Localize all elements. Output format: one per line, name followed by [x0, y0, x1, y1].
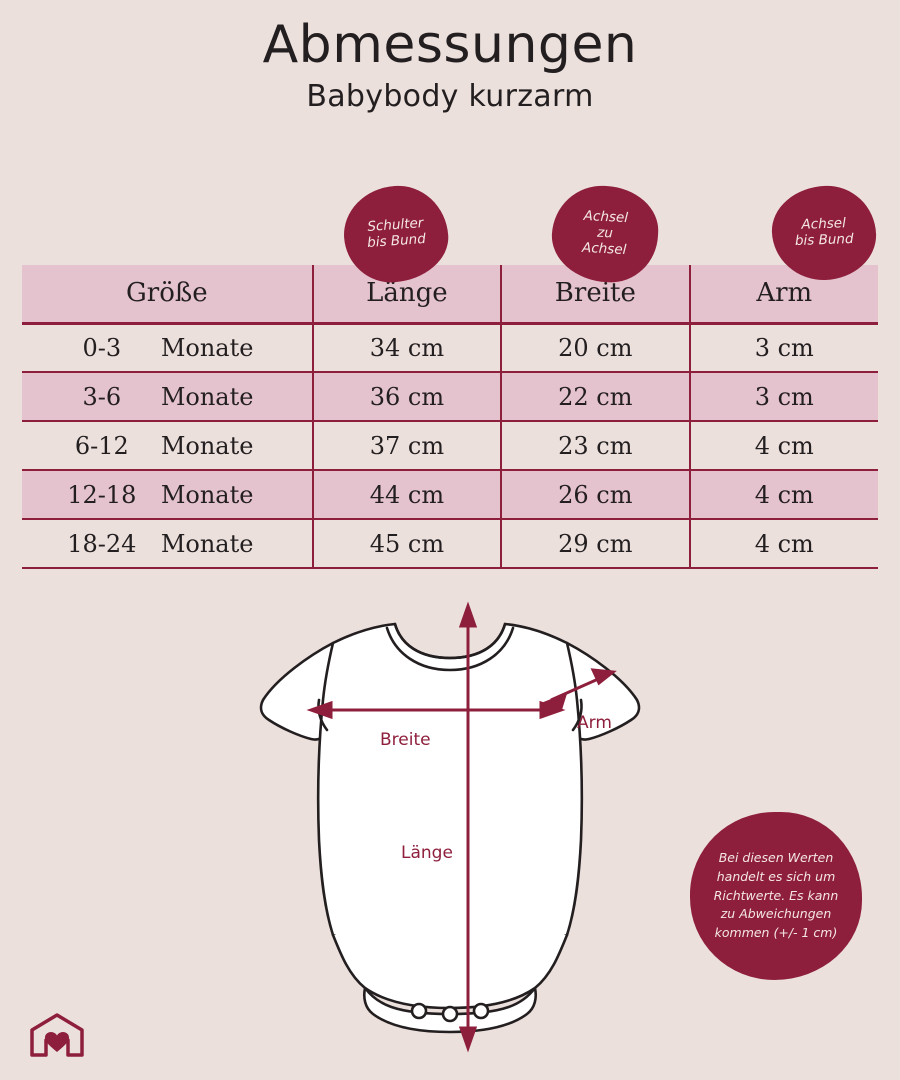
table-body — [22, 323, 878, 568]
size-unit: Monate — [160, 382, 254, 411]
cell-breite: 23 cm — [501, 421, 689, 470]
callout-line-2: bis Bund — [366, 230, 427, 252]
column-header-breite: Breite — [501, 265, 689, 323]
callout-line-1: Achsel — [583, 207, 629, 227]
table-header-row — [22, 265, 878, 323]
cell-laenge: 44 cm — [313, 470, 501, 519]
table-row — [22, 323, 878, 372]
callout-line-2: bis Bund — [794, 230, 854, 250]
cell-arm: 4 cm — [690, 519, 878, 568]
column-header-laenge: Länge — [313, 265, 501, 323]
cell-laenge: 45 cm — [313, 519, 501, 568]
cell-laenge: 34 cm — [313, 323, 501, 372]
size-range: 6-12 — [74, 431, 129, 460]
cell-size — [22, 323, 313, 372]
page-subtitle: Babybody kurzarm — [306, 78, 594, 114]
table-row — [22, 421, 878, 470]
size-range: 0-3 — [82, 333, 122, 362]
cell-arm: 3 cm — [690, 323, 878, 372]
cell-breite: 22 cm — [501, 372, 689, 421]
disclaimer-text: Bei diesen Werten handelt es sich um Richtwerte. Es kann zu Abweichungen kommen (+/- 1 cm) — [713, 850, 839, 941]
label-breite: Breite — [380, 730, 431, 750]
table-head — [22, 265, 878, 323]
cell-size — [22, 372, 313, 421]
cell-laenge: 36 cm — [313, 372, 501, 421]
label-arm: Arm — [577, 713, 612, 733]
cell-size — [22, 470, 313, 519]
column-header-arm: Arm — [690, 265, 878, 323]
cell-size — [22, 421, 313, 470]
callout-line-1: Schulter — [366, 215, 424, 236]
cell-arm: 4 cm — [690, 470, 878, 519]
page-header — [0, 0, 900, 114]
page-title: Abmessungen — [262, 15, 638, 75]
cell-arm: 3 cm — [690, 372, 878, 421]
cell-laenge: 37 cm — [313, 421, 501, 470]
cell-breite: 26 cm — [501, 470, 689, 519]
cell-breite: 20 cm — [501, 323, 689, 372]
brand-logo-icon — [28, 1012, 86, 1058]
label-laenge: Länge — [401, 843, 453, 863]
cell-arm: 4 cm — [690, 421, 878, 470]
table-row — [22, 519, 878, 568]
cell-breite: 29 cm — [501, 519, 689, 568]
callout-line-2: zu — [596, 224, 614, 242]
cell-size — [22, 519, 313, 568]
size-range: 3-6 — [82, 382, 122, 411]
size-unit: Monate — [160, 431, 254, 460]
table-row — [22, 372, 878, 421]
disclaimer-note — [690, 812, 862, 980]
size-unit: Monate — [160, 529, 254, 558]
size-range: 18-24 — [67, 529, 137, 558]
size-table — [22, 265, 878, 569]
column-header-groesse: Größe — [22, 265, 313, 323]
table-row — [22, 470, 878, 519]
size-unit: Monate — [160, 480, 254, 509]
size-table-wrapper — [22, 265, 878, 569]
size-range: 12-18 — [67, 480, 137, 509]
callout-line-3: Achsel — [581, 239, 627, 259]
callout-line-1: Achsel — [801, 215, 847, 233]
size-unit: Monate — [160, 333, 254, 362]
babybody-diagram — [215, 600, 685, 1070]
